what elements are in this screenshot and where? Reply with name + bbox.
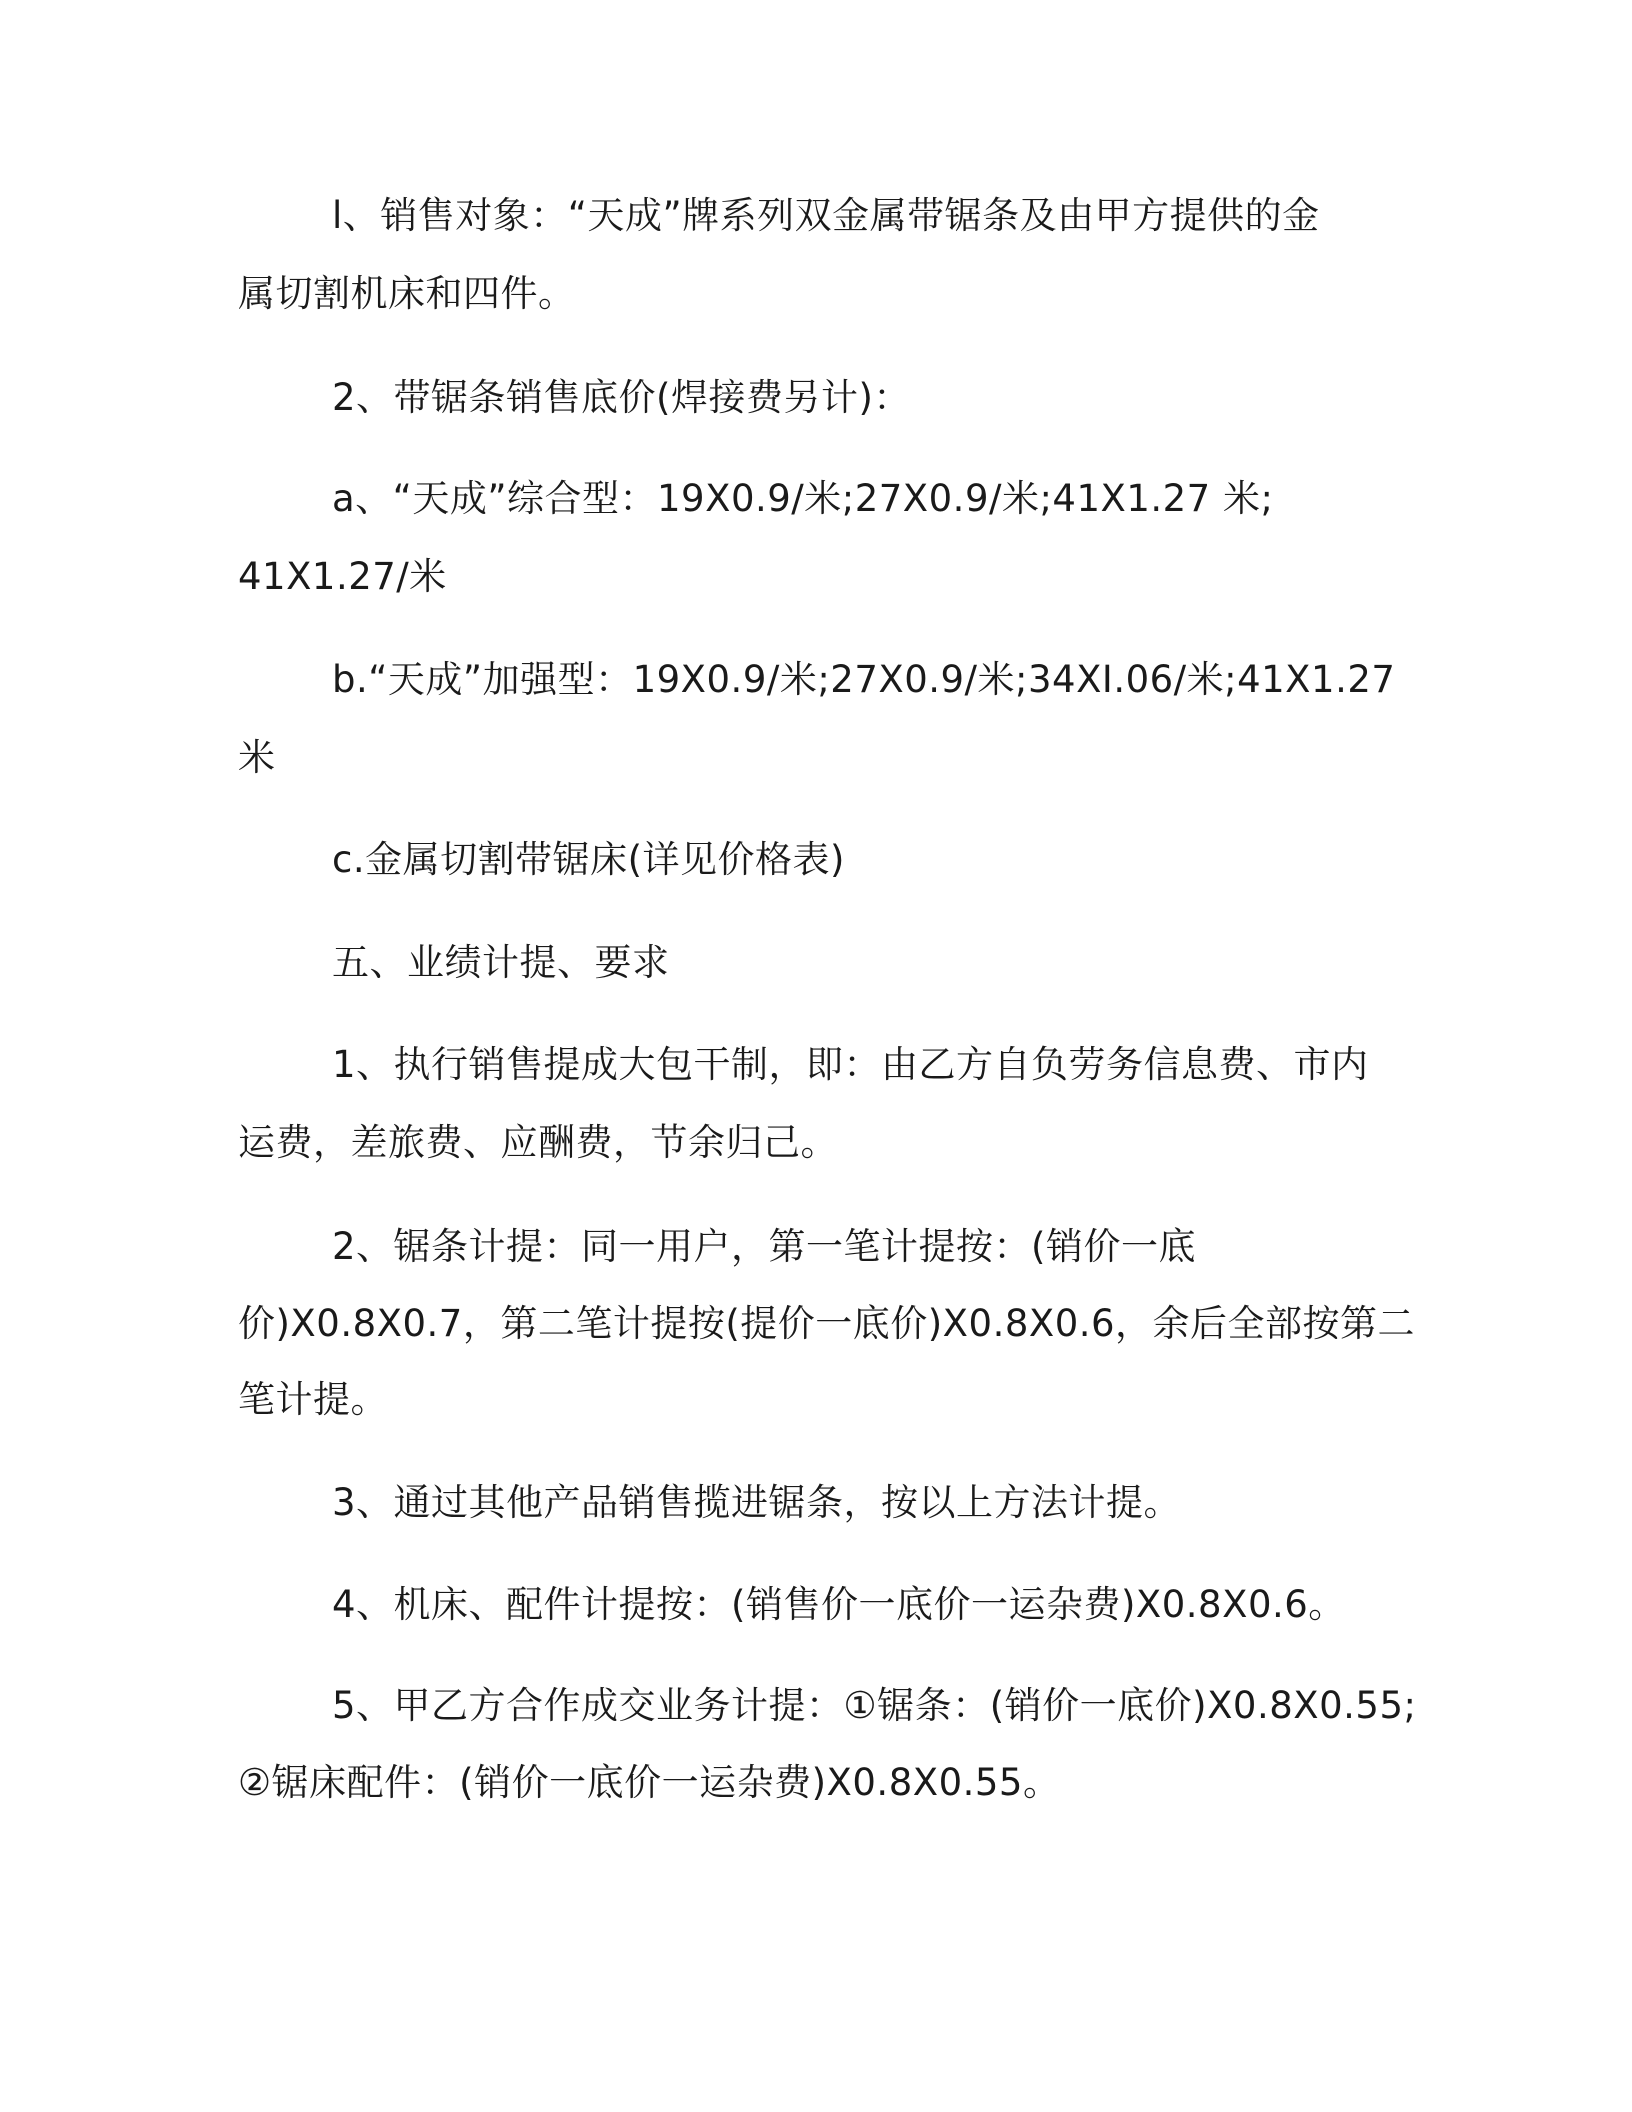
paragraph-commission-system-cont: 运费，差旅费、应酬费，节余归己。 xyxy=(238,1121,838,1164)
paragraph-saw-blade-commission: 2、锯条计提：同一用户，第一笔计提按：(销价一底 xyxy=(332,1225,1196,1268)
paragraph-joint-commission: 5、甲乙方合作成交业务计提：①锯条：(销价一底价)X0.8X0.55; xyxy=(332,1684,1417,1727)
paragraph-other-products: 3、通过其他产品销售揽进锯条，按以上方法计提。 xyxy=(332,1481,1182,1524)
paragraph-saw-blade-commission-end: 笔计提。 xyxy=(238,1378,388,1421)
paragraph-base-price: 2、带锯条销售底价(焊接费另计)： xyxy=(332,376,911,419)
section-heading-performance: 五、业绩计提、要求 xyxy=(332,941,670,984)
paragraph-band-saw: c.金属切割带锯床(详见价格表) xyxy=(332,838,845,881)
paragraph-composite-type-cont: 41X1.27/米 xyxy=(238,555,447,598)
paragraph-commission-system: 1、执行销售提成大包干制，即：由乙方自负劳务信息费、市内 xyxy=(332,1043,1369,1086)
paragraph-joint-commission-cont: ②锯床配件：(销价一底价一运杂费)X0.8X0.55。 xyxy=(238,1761,1061,1804)
paragraph-saw-blade-commission-cont: 价)X0.8X0.7，第二笔计提按(提价一底价)X0.8X0.6，余后全部按第二 xyxy=(238,1302,1416,1345)
paragraph-sales-target-cont: 属切割机床和四件。 xyxy=(238,272,576,315)
paragraph-reinforced-type-cont: 米 xyxy=(238,736,276,779)
paragraph-reinforced-type: b.“天成”加强型：19X0.9/米;27X0.9/米;34XI.06/米;41X1.27 xyxy=(332,658,1396,701)
paragraph-composite-type: a、“天成”综合型：19X0.9/米;27X0.9/米;41X1.27 米; xyxy=(332,477,1274,520)
paragraph-machine-commission: 4、机床、配件计提按：(销售价一底价一运杂费)X0.8X0.6。 xyxy=(332,1583,1346,1626)
paragraph-sales-target: l、销售对象：“天成”牌系列双金属带锯条及由甲方提供的金 xyxy=(332,194,1320,237)
